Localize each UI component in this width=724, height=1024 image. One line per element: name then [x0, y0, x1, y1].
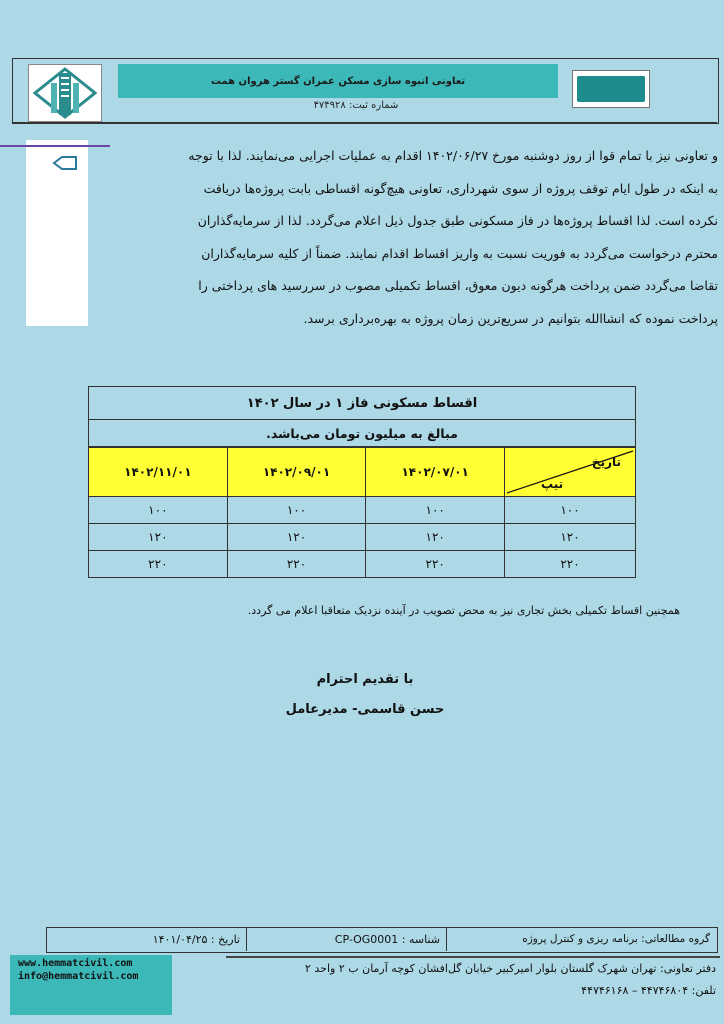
signer-name: حسن قاسمی- مدیرعامل — [285, 702, 445, 717]
body-line: تقاضا می‌گردد ضمن پرداخت هرگونه دیون معوق، اقساط تکمیلی مصوب در سررسید های پرداختی را — [198, 278, 718, 294]
value-cell: ۱۲۰ — [366, 524, 505, 551]
type-cell: ۲۲۰ — [505, 551, 636, 578]
side-marker-line — [0, 145, 110, 147]
table-subtitle: مبالغ به میلیون تومان می‌باشد. — [89, 420, 635, 447]
value-cell: ۲۲۰ — [89, 551, 228, 578]
date-header: ۱۴۰۲/۱۱/۰۱ — [89, 448, 228, 497]
document-identifier: شناسه : CP-OG0001 — [246, 927, 446, 951]
type-cell: ۱۲۰ — [505, 524, 636, 551]
header-divider — [12, 122, 717, 123]
company-name: تعاونی انبوه سازی مسکن عمران گستر هروان همت — [210, 75, 466, 87]
date-header: ۱۴۰۲/۰۹/۰۱ — [227, 448, 366, 497]
body-line: محترم درخواست می‌گردد به فوریت نسبت به واریز اقساط اقدام نمایند. ضمناً از کلیه سرمایه‌گذاران — [201, 245, 718, 261]
value-cell: ۱۲۰ — [89, 524, 228, 551]
office-phone: تلفن: ۴۴۷۴۶۸۰۴ – ۴۴۷۴۶۱۶۸ — [581, 984, 716, 997]
value-cell: ۲۲۰ — [227, 551, 366, 578]
study-group: گروه مطالعاتی: برنامه ریزی و کنترل پروژه — [446, 927, 716, 951]
contact-links — [18, 957, 138, 983]
type-cell: ۱۰۰ — [505, 497, 636, 524]
table-row — [89, 497, 636, 524]
table-row — [89, 551, 636, 578]
table-row — [89, 524, 636, 551]
company-logo-building — [28, 64, 102, 122]
value-cell: ۱۲۰ — [227, 524, 366, 551]
value-cell: ۱۰۰ — [227, 497, 366, 524]
value-cell: ۱۰۰ — [366, 497, 505, 524]
value-cell: ۱۰۰ — [89, 497, 228, 524]
email-link[interactable]: info@hemmatcivil.com — [18, 971, 139, 982]
commercial-note: همچنین اقساط تکمیلی بخش تجاری نیز به محض تصویب در آینده نزدیک متعاقبا اعلام می گردد. — [247, 604, 680, 617]
office-address: دفتر تعاونی: تهران شهرک گلستان بلوار امیرکبیر خیابان گل‌افشان کوچه آرمان ب ۲ واحد ۲ — [304, 962, 716, 975]
body-line: و تعاونی نیز با تمام قوا از روز دوشنبه مورخ ۱۴۰۲/۰۶/۲۷ اقدام به عملیات اجرایی می‌نمایند. لذا با توجه — [188, 148, 718, 163]
body-line: نکرده است. لذا اقساط پروژه‌ها در فاز مسکونی طبق جدول ذیل اعلام می‌گردد. لذا از سرمایه‌گذاران — [197, 213, 718, 229]
table-header-row — [89, 448, 636, 497]
bookmark-icon[interactable] — [52, 154, 78, 172]
corner-cell — [505, 448, 636, 497]
registration-number: شماره ثبت: ۴۷۴۹۲۸ — [313, 100, 399, 111]
corner-date-label: تاریخ — [591, 455, 621, 469]
corner-type-label: تیپ — [541, 477, 564, 491]
body-line: پرداخت نموده که انشاالله بتوانیم در سریع‌ترین زمان پروژه به بهره‌برداری برسد. — [303, 310, 718, 326]
table-title: اقساط مسکونی فاز ۱ در سال ۱۴۰۲ — [89, 387, 635, 420]
value-cell: ۲۲۰ — [366, 551, 505, 578]
body-line: به اینکه در طول ایام توقف پروژه از سوی شهرداری، تعاونی هیچ‌گونه اقساطی بابت پروژه‌ها دریافت — [203, 180, 718, 196]
closing-greeting: با تقدیم احترام — [316, 672, 414, 687]
building-logo-icon — [33, 67, 97, 119]
calligraphy-logo-icon — [577, 76, 645, 102]
installments-table — [88, 447, 636, 578]
letter-body — [96, 140, 718, 336]
company-logo-calligraphy — [572, 70, 650, 108]
footer-divider — [226, 956, 720, 958]
website-link[interactable]: www.hemmatcivil.com — [18, 958, 133, 969]
company-name-band — [118, 64, 558, 98]
document-date: تاریخ : ۱۴۰۱/۰۴/۲۵ — [152, 932, 240, 946]
date-header: ۱۴۰۲/۰۷/۰۱ — [366, 448, 505, 497]
